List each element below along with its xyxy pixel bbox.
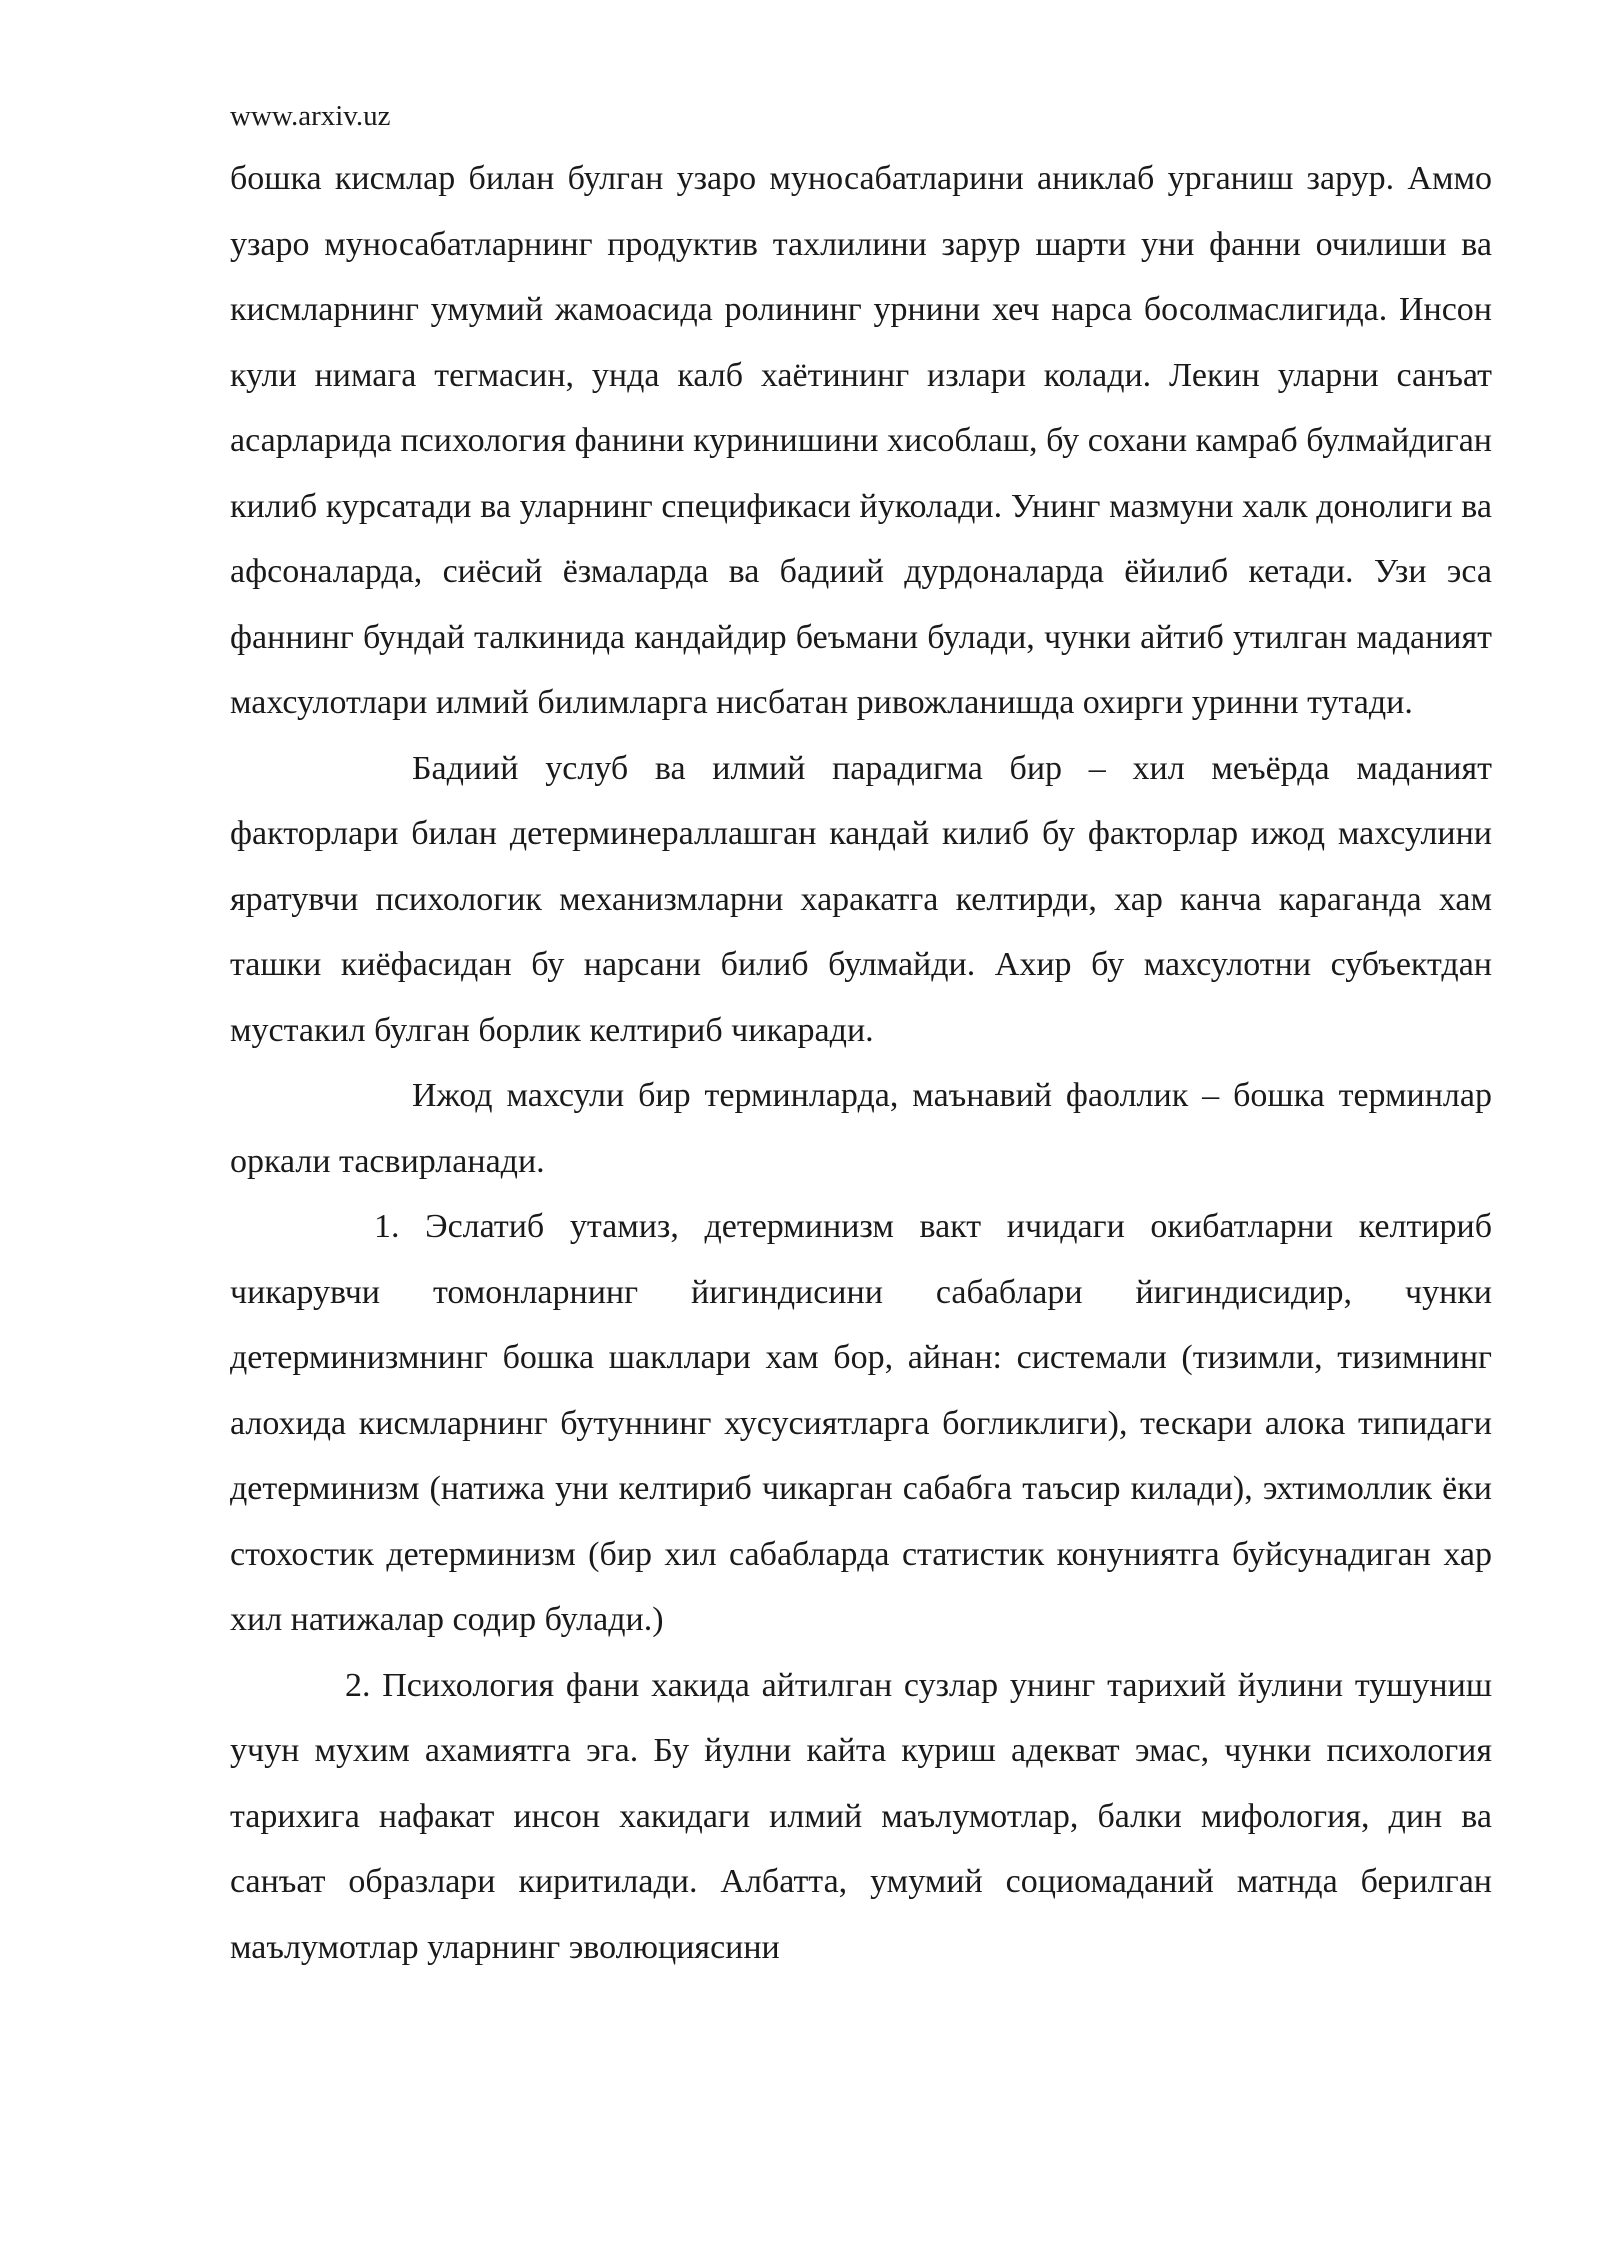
site-url-header[interactable]: www.arxiv.uz <box>230 100 391 132</box>
paragraph-continuation: бошка кисмлар билан булган узаро муносабатларини аниклаб урганиш зарур. Аммо узаро муносабатларнинг продуктив тахлилини зарур шарти уни фанни очилиши ва кисмларнинг умумий жамоасида ролининг урнини хеч нарса босолмаслигида. Инсон кули нимага тегмасин, унда калб хаётининг излари колади. Лекин уларни санъат асарларида психология фанини куринишини хисоблаш, бу сохани камраб булмайдиган килиб курсатади ва уларнинг спецификаси йуколади. Унинг мазмуни халк донолиги ва афсоналарда, сиёсий ёзмаларда ва бадиий дурдоналарда ёйилиб кетади. Узи эса фаннинг бундай талкинида кандайдир беъмани булади, чунки айтиб утилган маданият махсулотлари илмий билимларга нисбатан ривожланишда охирги уринни тутади. <box>230 160 1492 721</box>
paragraph-artistic-style: Бадиий услуб ва илмий парадигма бир – хил меъёрда маданият факторлари билан детерминераллашган кандай килиб бу факторлар ижод махсулини яратувчи психологик механизмларни харакатга келтирди, хар канча караганда хам ташки киёфасидан бу нарсани билиб булмайди. Ахир бу махсулотни субъектдан мустакил булган борлик келтириб чикаради. <box>230 749 1492 1049</box>
document-body <box>230 146 1492 1980</box>
paragraph-numbered-1: 1. Эслатиб утамиз, детерминизм вакт ичидаги окибатларни келтириб чикарувчи томонларнинг йигиндисини сабаблари йигиндисидир, чунки детерминизмнинг бошка шакллари хам бор, айнан: системали (тизимли, тизимнинг алохида кисмларнинг бутуннинг хусусиятларга богликлиги), тескари алока типидаги детерминизм (натижа уни келтириб чикарган сабабга таъсир килади), эхтимоллик ёки стохостик детерминизм (бир хил сабабларда статистик конуниятга буйсунадиган хар хил натижалар содир булади.) <box>230 1208 1492 1638</box>
paragraph-numbered-2: 2. Психология фани хакида айтилган сузлар унинг тарихий йулини тушуниш учун мухим ахамиятга эга. Бу йулни кайта куриш адекват эмас, чунки психология тарихига нафакат инсон хакидаги илмий маълумотлар, балки мифология, дин ва санъат образлари киритилади. Албатта, умумий социомаданий матнда берилган маълумотлар уларнинг эволюциясини <box>230 1666 1492 1966</box>
paragraph-creative-product: Ижод махсули бир терминларда, маънавий фаоллик – бошка терминлар оркали тасвирланади. <box>230 1077 1492 1180</box>
